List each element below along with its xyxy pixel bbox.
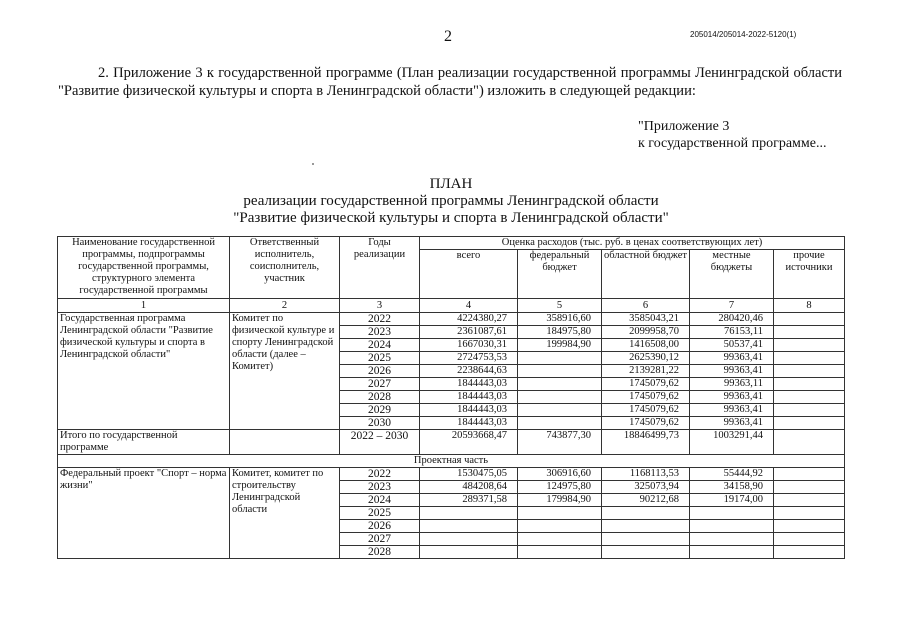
- other-cell: [774, 391, 845, 404]
- intro-paragraph: 2. Приложение 3 к государственной программе (План реализации государственной программы Ленинградской области "Развитие физической культуры и спорта в Ленинградской области") изложить в следующей редакции:: [58, 65, 842, 99]
- regional-cell: 1745079,62: [602, 417, 690, 430]
- federal-cell: 179984,90: [518, 494, 602, 507]
- federal-cell: [518, 352, 602, 365]
- local-cell: 99363,11: [690, 378, 774, 391]
- year-cell: 2024: [340, 494, 420, 507]
- program-total-sum: 20593668,47: [420, 430, 518, 455]
- other-cell: [774, 404, 845, 417]
- total-cell: 1844443,03: [420, 378, 518, 391]
- other-cell: [774, 326, 845, 339]
- appendix-line-2: к государственной программе...: [638, 136, 827, 151]
- year-cell: 2028: [340, 391, 420, 404]
- column-number: 7: [690, 299, 774, 313]
- regional-cell: 90212,68: [602, 494, 690, 507]
- year-cell: 2026: [340, 520, 420, 533]
- column-number: 5: [518, 299, 602, 313]
- year-cell: 2023: [340, 481, 420, 494]
- federal-cell: [518, 546, 602, 559]
- program-total-local: 1003291,44: [690, 430, 774, 455]
- regional-cell: 1745079,62: [602, 391, 690, 404]
- year-cell: 2030: [340, 417, 420, 430]
- header-costs: Оценка расходов (тыс. руб. в ценах соответствующих лет): [420, 237, 845, 250]
- scan-dot: [312, 163, 314, 165]
- column-numbers-row: [58, 299, 845, 313]
- regional-cell: [602, 520, 690, 533]
- other-cell: [774, 546, 845, 559]
- federal-cell: 199984,90: [518, 339, 602, 352]
- total-cell: 1530475,05: [420, 468, 518, 481]
- federal-cell: [518, 365, 602, 378]
- section-title: Проектная часть: [58, 455, 845, 468]
- header-local: местные бюджеты: [690, 250, 774, 299]
- local-cell: 55444,92: [690, 468, 774, 481]
- appendix-reference: [638, 118, 826, 152]
- program-total-label: Итого по государственной программе: [58, 430, 230, 455]
- year-cell: 2022: [340, 313, 420, 326]
- year-cell: 2026: [340, 365, 420, 378]
- page-number: 2: [444, 28, 452, 45]
- regional-cell: 2625390,12: [602, 352, 690, 365]
- regional-cell: 1745079,62: [602, 378, 690, 391]
- plan-table: [57, 236, 845, 559]
- year-cell: 2024: [340, 339, 420, 352]
- plan-program-name: "Развитие физической культуры и спорта в Ленинградской области": [233, 210, 669, 226]
- header-years: Годы реализации: [340, 237, 420, 299]
- other-cell: [774, 352, 845, 365]
- column-number: 4: [420, 299, 518, 313]
- total-cell: 1844443,03: [420, 404, 518, 417]
- local-cell: [690, 546, 774, 559]
- federal-cell: [518, 391, 602, 404]
- year-cell: 2025: [340, 352, 420, 365]
- year-cell: 2028: [340, 546, 420, 559]
- year-cell: 2027: [340, 378, 420, 391]
- total-cell: [420, 507, 518, 520]
- regional-cell: 1416508,00: [602, 339, 690, 352]
- document-id: 205014/205014-2022-5120(1): [690, 30, 797, 39]
- other-cell: [774, 378, 845, 391]
- program-total-other: [774, 430, 845, 455]
- plan-subtitle: реализации государственной программы Ленинградской области: [243, 193, 659, 209]
- header-other: прочие источники: [774, 250, 845, 299]
- other-cell: [774, 533, 845, 546]
- table-row: [58, 468, 845, 481]
- federal-cell: 358916,60: [518, 313, 602, 326]
- program-total-years: 2022 – 2030: [340, 430, 420, 455]
- total-cell: 2724753,53: [420, 352, 518, 365]
- header-total: всего: [420, 250, 518, 299]
- other-cell: [774, 507, 845, 520]
- other-cell: [774, 365, 845, 378]
- total-cell: 1844443,03: [420, 391, 518, 404]
- table-row: [58, 313, 845, 326]
- year-cell: 2029: [340, 404, 420, 417]
- total-cell: 4224380,27: [420, 313, 518, 326]
- appendix-line-1: "Приложение 3: [638, 119, 730, 134]
- local-cell: 280420,46: [690, 313, 774, 326]
- federal-cell: [518, 520, 602, 533]
- regional-cell: 1168113,53: [602, 468, 690, 481]
- local-cell: [690, 533, 774, 546]
- local-cell: 99363,41: [690, 404, 774, 417]
- regional-cell: 2099958,70: [602, 326, 690, 339]
- project-executor-cell: Комитет, комитет по строительству Ленинградской области: [230, 468, 340, 559]
- project-name-cell: Федеральный проект "Спорт – норма жизни": [58, 468, 230, 559]
- header-row: [58, 237, 845, 250]
- local-cell: 99363,41: [690, 352, 774, 365]
- program-total-executor: [230, 430, 340, 455]
- regional-cell: [602, 507, 690, 520]
- regional-cell: 3585043,21: [602, 313, 690, 326]
- federal-cell: 184975,80: [518, 326, 602, 339]
- header-regional: областной бюджет: [602, 250, 690, 299]
- local-cell: 76153,11: [690, 326, 774, 339]
- total-cell: 289371,58: [420, 494, 518, 507]
- year-cell: 2027: [340, 533, 420, 546]
- header-executor: Ответственный исполнитель, соисполнитель, участник: [230, 237, 340, 299]
- header-name: Наименование государственной программы, подпрограммы государственной программы, структурного элемента государственной программы: [58, 237, 230, 299]
- total-cell: 484208,64: [420, 481, 518, 494]
- local-cell: 99363,41: [690, 365, 774, 378]
- total-cell: 2238644,63: [420, 365, 518, 378]
- regional-cell: [602, 533, 690, 546]
- local-cell: [690, 507, 774, 520]
- year-cell: 2023: [340, 326, 420, 339]
- program-total-row: [58, 430, 845, 455]
- federal-cell: 124975,80: [518, 481, 602, 494]
- program-executor-cell: Комитет по физической культуре и спорту Ленинградской области (далее – Комитет): [230, 313, 340, 430]
- local-cell: 99363,41: [690, 417, 774, 430]
- federal-cell: [518, 404, 602, 417]
- program-total-federal: 743877,30: [518, 430, 602, 455]
- total-cell: [420, 533, 518, 546]
- plan-title: ПЛАН: [429, 176, 473, 192]
- total-cell: 1667030,31: [420, 339, 518, 352]
- regional-cell: 1745079,62: [602, 404, 690, 417]
- regional-cell: 325073,94: [602, 481, 690, 494]
- local-cell: 50537,41: [690, 339, 774, 352]
- column-number: 2: [230, 299, 340, 313]
- program-name-cell: Государственная программа Ленинградской области "Развитие физической культуры и спорта в Ленинградской области": [58, 313, 230, 430]
- year-cell: 2025: [340, 507, 420, 520]
- section-row: [58, 455, 845, 468]
- total-cell: 1844443,03: [420, 417, 518, 430]
- other-cell: [774, 520, 845, 533]
- column-number: 1: [58, 299, 230, 313]
- other-cell: [774, 494, 845, 507]
- column-number: 6: [602, 299, 690, 313]
- column-number: 3: [340, 299, 420, 313]
- other-cell: [774, 481, 845, 494]
- local-cell: 99363,41: [690, 391, 774, 404]
- local-cell: 19174,00: [690, 494, 774, 507]
- other-cell: [774, 339, 845, 352]
- total-cell: [420, 546, 518, 559]
- year-cell: 2022: [340, 468, 420, 481]
- other-cell: [774, 313, 845, 326]
- program-total-regional: 18846499,73: [602, 430, 690, 455]
- regional-cell: [602, 546, 690, 559]
- local-cell: 34158,90: [690, 481, 774, 494]
- total-cell: 2361087,61: [420, 326, 518, 339]
- federal-cell: [518, 533, 602, 546]
- regional-cell: 2139281,22: [602, 365, 690, 378]
- federal-cell: [518, 417, 602, 430]
- federal-cell: 306916,60: [518, 468, 602, 481]
- federal-cell: [518, 507, 602, 520]
- federal-cell: [518, 378, 602, 391]
- other-cell: [774, 468, 845, 481]
- local-cell: [690, 520, 774, 533]
- column-number: 8: [774, 299, 845, 313]
- other-cell: [774, 417, 845, 430]
- header-federal: федеральный бюджет: [518, 250, 602, 299]
- total-cell: [420, 520, 518, 533]
